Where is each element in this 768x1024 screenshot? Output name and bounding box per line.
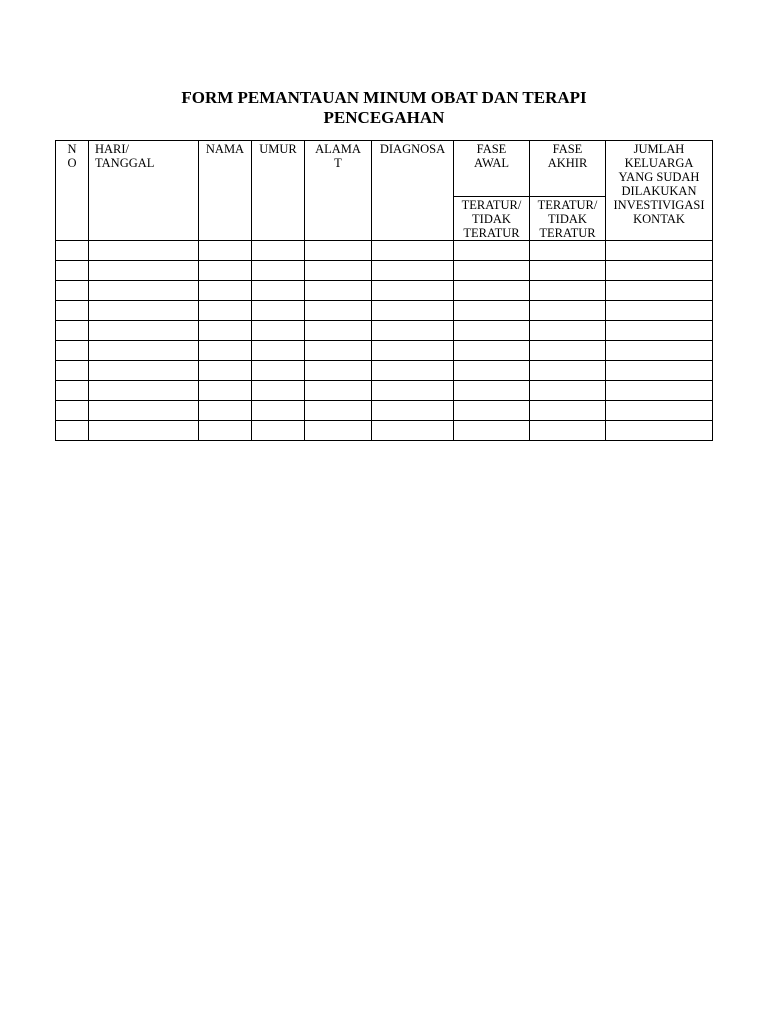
table-cell[interactable] [305, 261, 372, 281]
table-cell[interactable] [530, 241, 606, 261]
table-cell[interactable] [56, 381, 89, 401]
table-cell[interactable] [454, 381, 530, 401]
table-cell[interactable] [372, 281, 454, 301]
table-cell[interactable] [454, 281, 530, 301]
table-cell[interactable] [530, 261, 606, 281]
table-row [56, 321, 713, 341]
table-cell[interactable] [56, 321, 89, 341]
title-line-2: PENCEGAHAN [323, 108, 445, 127]
table-cell[interactable] [56, 281, 89, 301]
table-cell[interactable] [530, 301, 606, 321]
table-cell[interactable] [252, 321, 305, 341]
table-cell[interactable] [305, 301, 372, 321]
table-cell[interactable] [305, 341, 372, 361]
table-cell[interactable] [56, 401, 89, 421]
header-fase-akhir-teratur: TERATUR/ TIDAK TERATUR [530, 197, 606, 241]
table-cell[interactable] [606, 341, 713, 361]
header-alamat: ALAMA T [305, 141, 372, 241]
table-cell[interactable] [252, 381, 305, 401]
table-cell[interactable] [606, 321, 713, 341]
header-hari-tanggal: HARI/ TANGGAL [89, 141, 199, 241]
header-diagnosa: DIAGNOSA [372, 141, 454, 241]
table-cell[interactable] [606, 421, 713, 441]
table-cell[interactable] [530, 361, 606, 381]
table-cell[interactable] [89, 421, 199, 441]
table-cell[interactable] [454, 421, 530, 441]
header-jumlah-keluarga: JUMLAH KELUARGA YANG SUDAH DILAKUKAN INVESTIVIGASI KONTAK [606, 141, 713, 241]
table-cell[interactable] [56, 301, 89, 321]
table-row [56, 381, 713, 401]
table-cell[interactable] [199, 361, 252, 381]
table-cell[interactable] [199, 281, 252, 301]
table-cell[interactable] [530, 341, 606, 361]
table-cell[interactable] [305, 361, 372, 381]
table-cell[interactable] [530, 281, 606, 301]
table-cell[interactable] [199, 421, 252, 441]
table-cell[interactable] [305, 281, 372, 301]
table-cell[interactable] [372, 361, 454, 381]
table-row [56, 261, 713, 281]
title-line-1: FORM PEMANTAUAN MINUM OBAT DAN TERAPI [181, 88, 587, 107]
table-cell[interactable] [199, 301, 252, 321]
table-cell[interactable] [89, 401, 199, 421]
table-cell[interactable] [372, 381, 454, 401]
table-cell[interactable] [56, 261, 89, 281]
header-fase-awal-teratur: TERATUR/ TIDAK TERATUR [454, 197, 530, 241]
table-cell[interactable] [454, 361, 530, 381]
table-cell[interactable] [89, 261, 199, 281]
table-cell[interactable] [606, 261, 713, 281]
table-cell[interactable] [199, 321, 252, 341]
table-cell[interactable] [606, 281, 713, 301]
table-cell[interactable] [372, 401, 454, 421]
header-fase-akhir: FASE AKHIR [530, 141, 606, 197]
table-cell[interactable] [56, 241, 89, 261]
table-cell[interactable] [89, 381, 199, 401]
table-cell[interactable] [199, 261, 252, 281]
table-cell[interactable] [199, 341, 252, 361]
table-cell[interactable] [454, 241, 530, 261]
table-cell[interactable] [252, 421, 305, 441]
table-cell[interactable] [89, 321, 199, 341]
table-cell[interactable] [89, 341, 199, 361]
table-cell[interactable] [372, 301, 454, 321]
header-no: N O [56, 141, 89, 241]
header-nama: NAMA [199, 141, 252, 241]
table-cell[interactable] [305, 321, 372, 341]
table-cell[interactable] [372, 421, 454, 441]
table-cell[interactable] [252, 241, 305, 261]
table-cell[interactable] [606, 381, 713, 401]
table-cell[interactable] [199, 241, 252, 261]
table-cell[interactable] [89, 301, 199, 321]
table-cell[interactable] [606, 401, 713, 421]
table-cell[interactable] [530, 381, 606, 401]
table-cell[interactable] [372, 241, 454, 261]
table-cell[interactable] [89, 361, 199, 381]
table-cell[interactable] [199, 401, 252, 421]
table-row [56, 281, 713, 301]
table-cell[interactable] [372, 261, 454, 281]
table-cell[interactable] [56, 341, 89, 361]
monitoring-table [55, 140, 713, 441]
document-title [0, 88, 768, 128]
table-cell[interactable] [252, 361, 305, 381]
table-cell[interactable] [305, 381, 372, 401]
table-cell[interactable] [89, 241, 199, 261]
table-cell[interactable] [454, 341, 530, 361]
table-cell[interactable] [252, 341, 305, 361]
table-row [56, 301, 713, 321]
table-cell[interactable] [252, 401, 305, 421]
table-row [56, 361, 713, 381]
table-cell[interactable] [305, 421, 372, 441]
table-cell[interactable] [454, 301, 530, 321]
header-umur: UMUR [252, 141, 305, 241]
table-cell[interactable] [372, 341, 454, 361]
table-cell[interactable] [454, 401, 530, 421]
table-row [56, 421, 713, 441]
table-cell[interactable] [252, 281, 305, 301]
table-row [56, 401, 713, 421]
table-cell[interactable] [530, 401, 606, 421]
table-cell[interactable] [305, 241, 372, 261]
table-cell[interactable] [252, 301, 305, 321]
table-cell[interactable] [606, 301, 713, 321]
table-cell[interactable] [530, 421, 606, 441]
header-row [56, 141, 713, 197]
table-cell[interactable] [372, 321, 454, 341]
table-row [56, 341, 713, 361]
table-cell[interactable] [454, 261, 530, 281]
table-cell[interactable] [199, 381, 252, 401]
table-cell[interactable] [56, 421, 89, 441]
table-cell[interactable] [606, 241, 713, 261]
table-cell[interactable] [89, 281, 199, 301]
table-cell[interactable] [56, 361, 89, 381]
table-row [56, 241, 713, 261]
table-cell[interactable] [252, 261, 305, 281]
table-cell[interactable] [305, 401, 372, 421]
table-cell[interactable] [530, 321, 606, 341]
header-fase-awal: FASE AWAL [454, 141, 530, 197]
table-cell[interactable] [606, 361, 713, 381]
table-cell[interactable] [454, 321, 530, 341]
